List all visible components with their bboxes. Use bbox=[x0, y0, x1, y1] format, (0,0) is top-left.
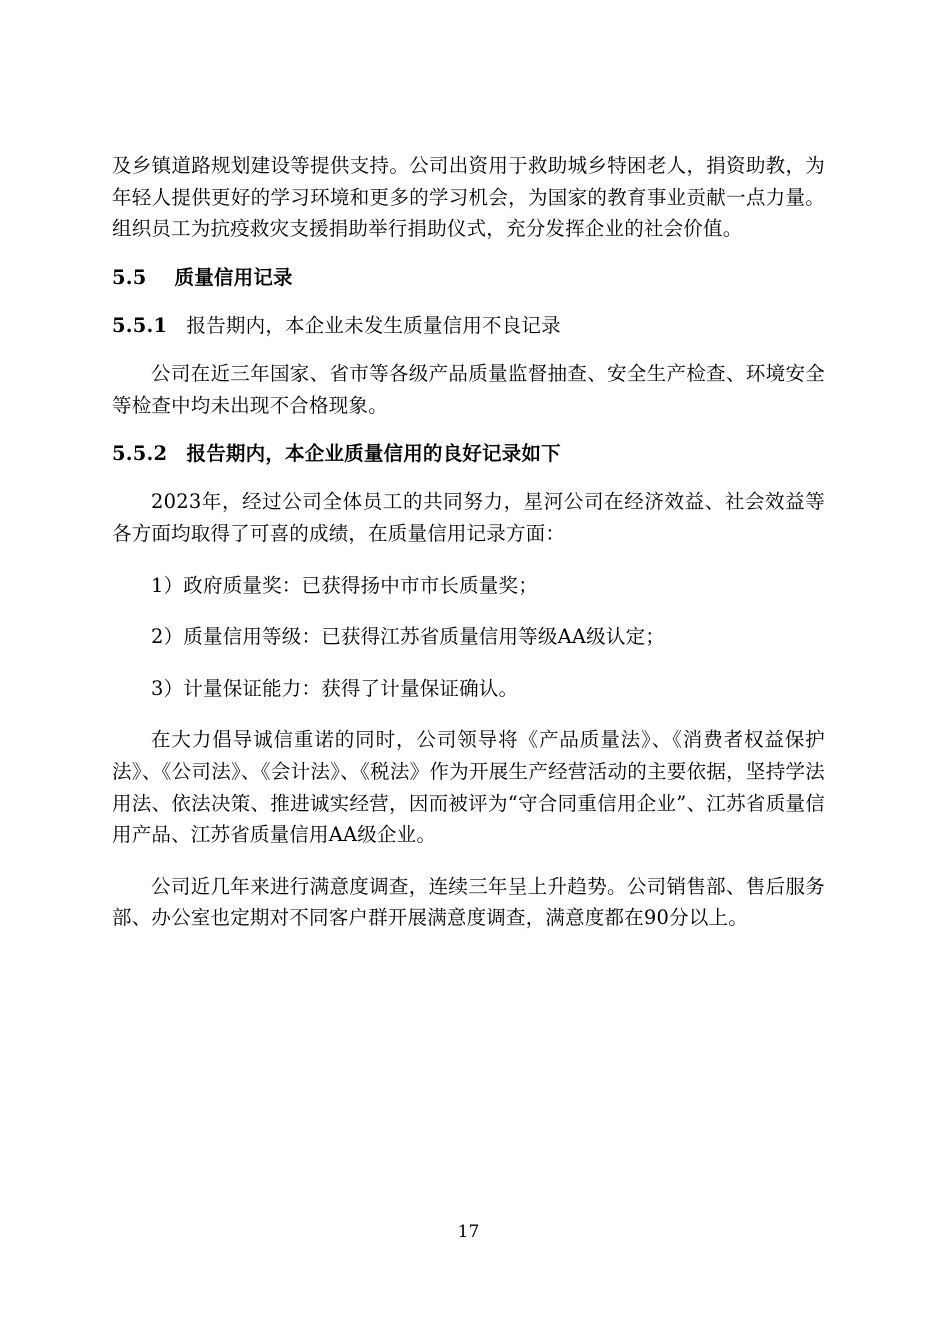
spacer bbox=[112, 851, 825, 871]
subsection-5-5-2-paragraph: 2023年，经过公司全体员工的共同努力，星河公司在经济效益、社会效益等各方面均取得了可喜的成绩，在质量信用记录方面： bbox=[112, 490, 825, 546]
subsection-heading-5-5-2 bbox=[112, 438, 825, 469]
subsection-heading-5-5-1 bbox=[112, 310, 825, 341]
spacer bbox=[112, 601, 825, 621]
subsection-title: 报告期内，本企业未发生质量信用不良记录 bbox=[186, 313, 561, 337]
list-item: 2）质量信用等级：已获得江苏省质量信用等级AA级认定； bbox=[151, 625, 665, 649]
page-number: 17 bbox=[457, 1222, 480, 1242]
section-title: 质量信用记录 bbox=[174, 265, 293, 289]
spacer bbox=[112, 293, 825, 310]
section-number: 5.5 bbox=[112, 265, 147, 289]
subsection-5-5-1-paragraph: 公司在近三年国家、省市等各级产品质量监督抽查、安全生产检查、环境安全等检查中均未出现不合格现象。 bbox=[112, 362, 825, 417]
paragraph-laws: 在大力倡导诚信重诺的同时，公司领导将《产品质量法》、《消费者权益保护法》、《公司法》、《会计法》、《税法》作为开展生产经营活动的主要依据，坚持学法用法、依法决策、推进诚实经营，因而被评为“守合同重信用企业”、江苏省质量信用产品、江苏省质量信用AA级企业。 bbox=[112, 728, 825, 847]
spacer bbox=[112, 341, 825, 358]
subsection-title: 报告期内，本企业质量信用的良好记录如下 bbox=[186, 442, 561, 466]
spacer bbox=[112, 550, 825, 570]
list-item: 3）计量保证能力：获得了计量保证确认。 bbox=[151, 676, 519, 700]
subsection-number: 5.5.2 bbox=[112, 442, 168, 466]
document-content bbox=[112, 150, 825, 934]
paragraph-satisfaction: 公司近几年来进行满意度调查，连续三年呈上升趋势。公司销售部、售后服务部、办公室也定期对不同客户群开展满意度调查，满意度都在90分以上。 bbox=[112, 874, 825, 930]
subsection-number: 5.5.1 bbox=[112, 313, 168, 337]
spacer bbox=[112, 653, 825, 673]
opening-paragraph: 及乡镇道路规划建设等提供支持。公司出资用于救助城乡特困老人，捐资助教，为年轻人提供更好的学习环境和更多的学习机会，为国家的教育事业贡献一点力量。组织员工为抗疫救灾支援捐助举行捐助仪式，充分发挥企业的社会价值。 bbox=[112, 154, 825, 241]
spacer bbox=[112, 245, 825, 262]
spacer bbox=[112, 421, 825, 438]
list-item: 1）政府质量奖：已获得扬中市市长质量奖； bbox=[151, 573, 538, 597]
spacer bbox=[112, 469, 825, 486]
spacer bbox=[112, 704, 825, 724]
section-heading-5-5 bbox=[112, 262, 825, 293]
